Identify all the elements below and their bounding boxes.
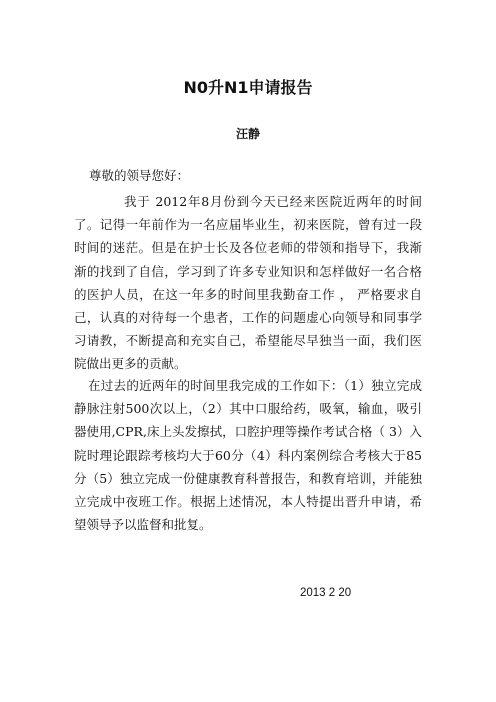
author-name: 汪静 xyxy=(235,127,260,141)
document-title: N0升N1申请报告 xyxy=(183,78,313,97)
body-paragraph-2: 在过去的近两年的时间里我完成的工作如下：（1）独立完成静脉注射500次以上，（2）其中口服给药，吸氧，输血，吸引器使用,CPR,床上头发擦拭，口腔护理等操作考试合格（ 3）入院时理论跟踪考核均大于60分（4）科内案例综合考核大于85分（5）独立完成一份健康教育科普报告，和教育培训，并能独立完成中夜班工作。根据上述情况，本人特提出晋升申请，希望领导予以监督和批复。 xyxy=(74,378,422,533)
document-date: 2013 2 20 xyxy=(300,587,352,599)
body-paragraph-1: 我于 2012年8月份到今天已经来医院近两年的时间了。记得一年前作为一名应届毕业生，初来医院，曾有过一段时间的迷茫。但是在护士长及各位老师的带领和指导下，我渐渐的找到了自信，学习到了许多专业知识和怎样做好一名合格的医护人员，在这一年多的时间里我勤奋工作 ， 严格要求自己，认真的对待每一个患者，工作的问题虚心向领导和同事学习请教，不断提高和充实自己，希望能尽早独当一面，我们医院做出更多的贡献。 xyxy=(74,194,422,372)
greeting-line: 尊敬的领导您好： xyxy=(89,168,190,183)
